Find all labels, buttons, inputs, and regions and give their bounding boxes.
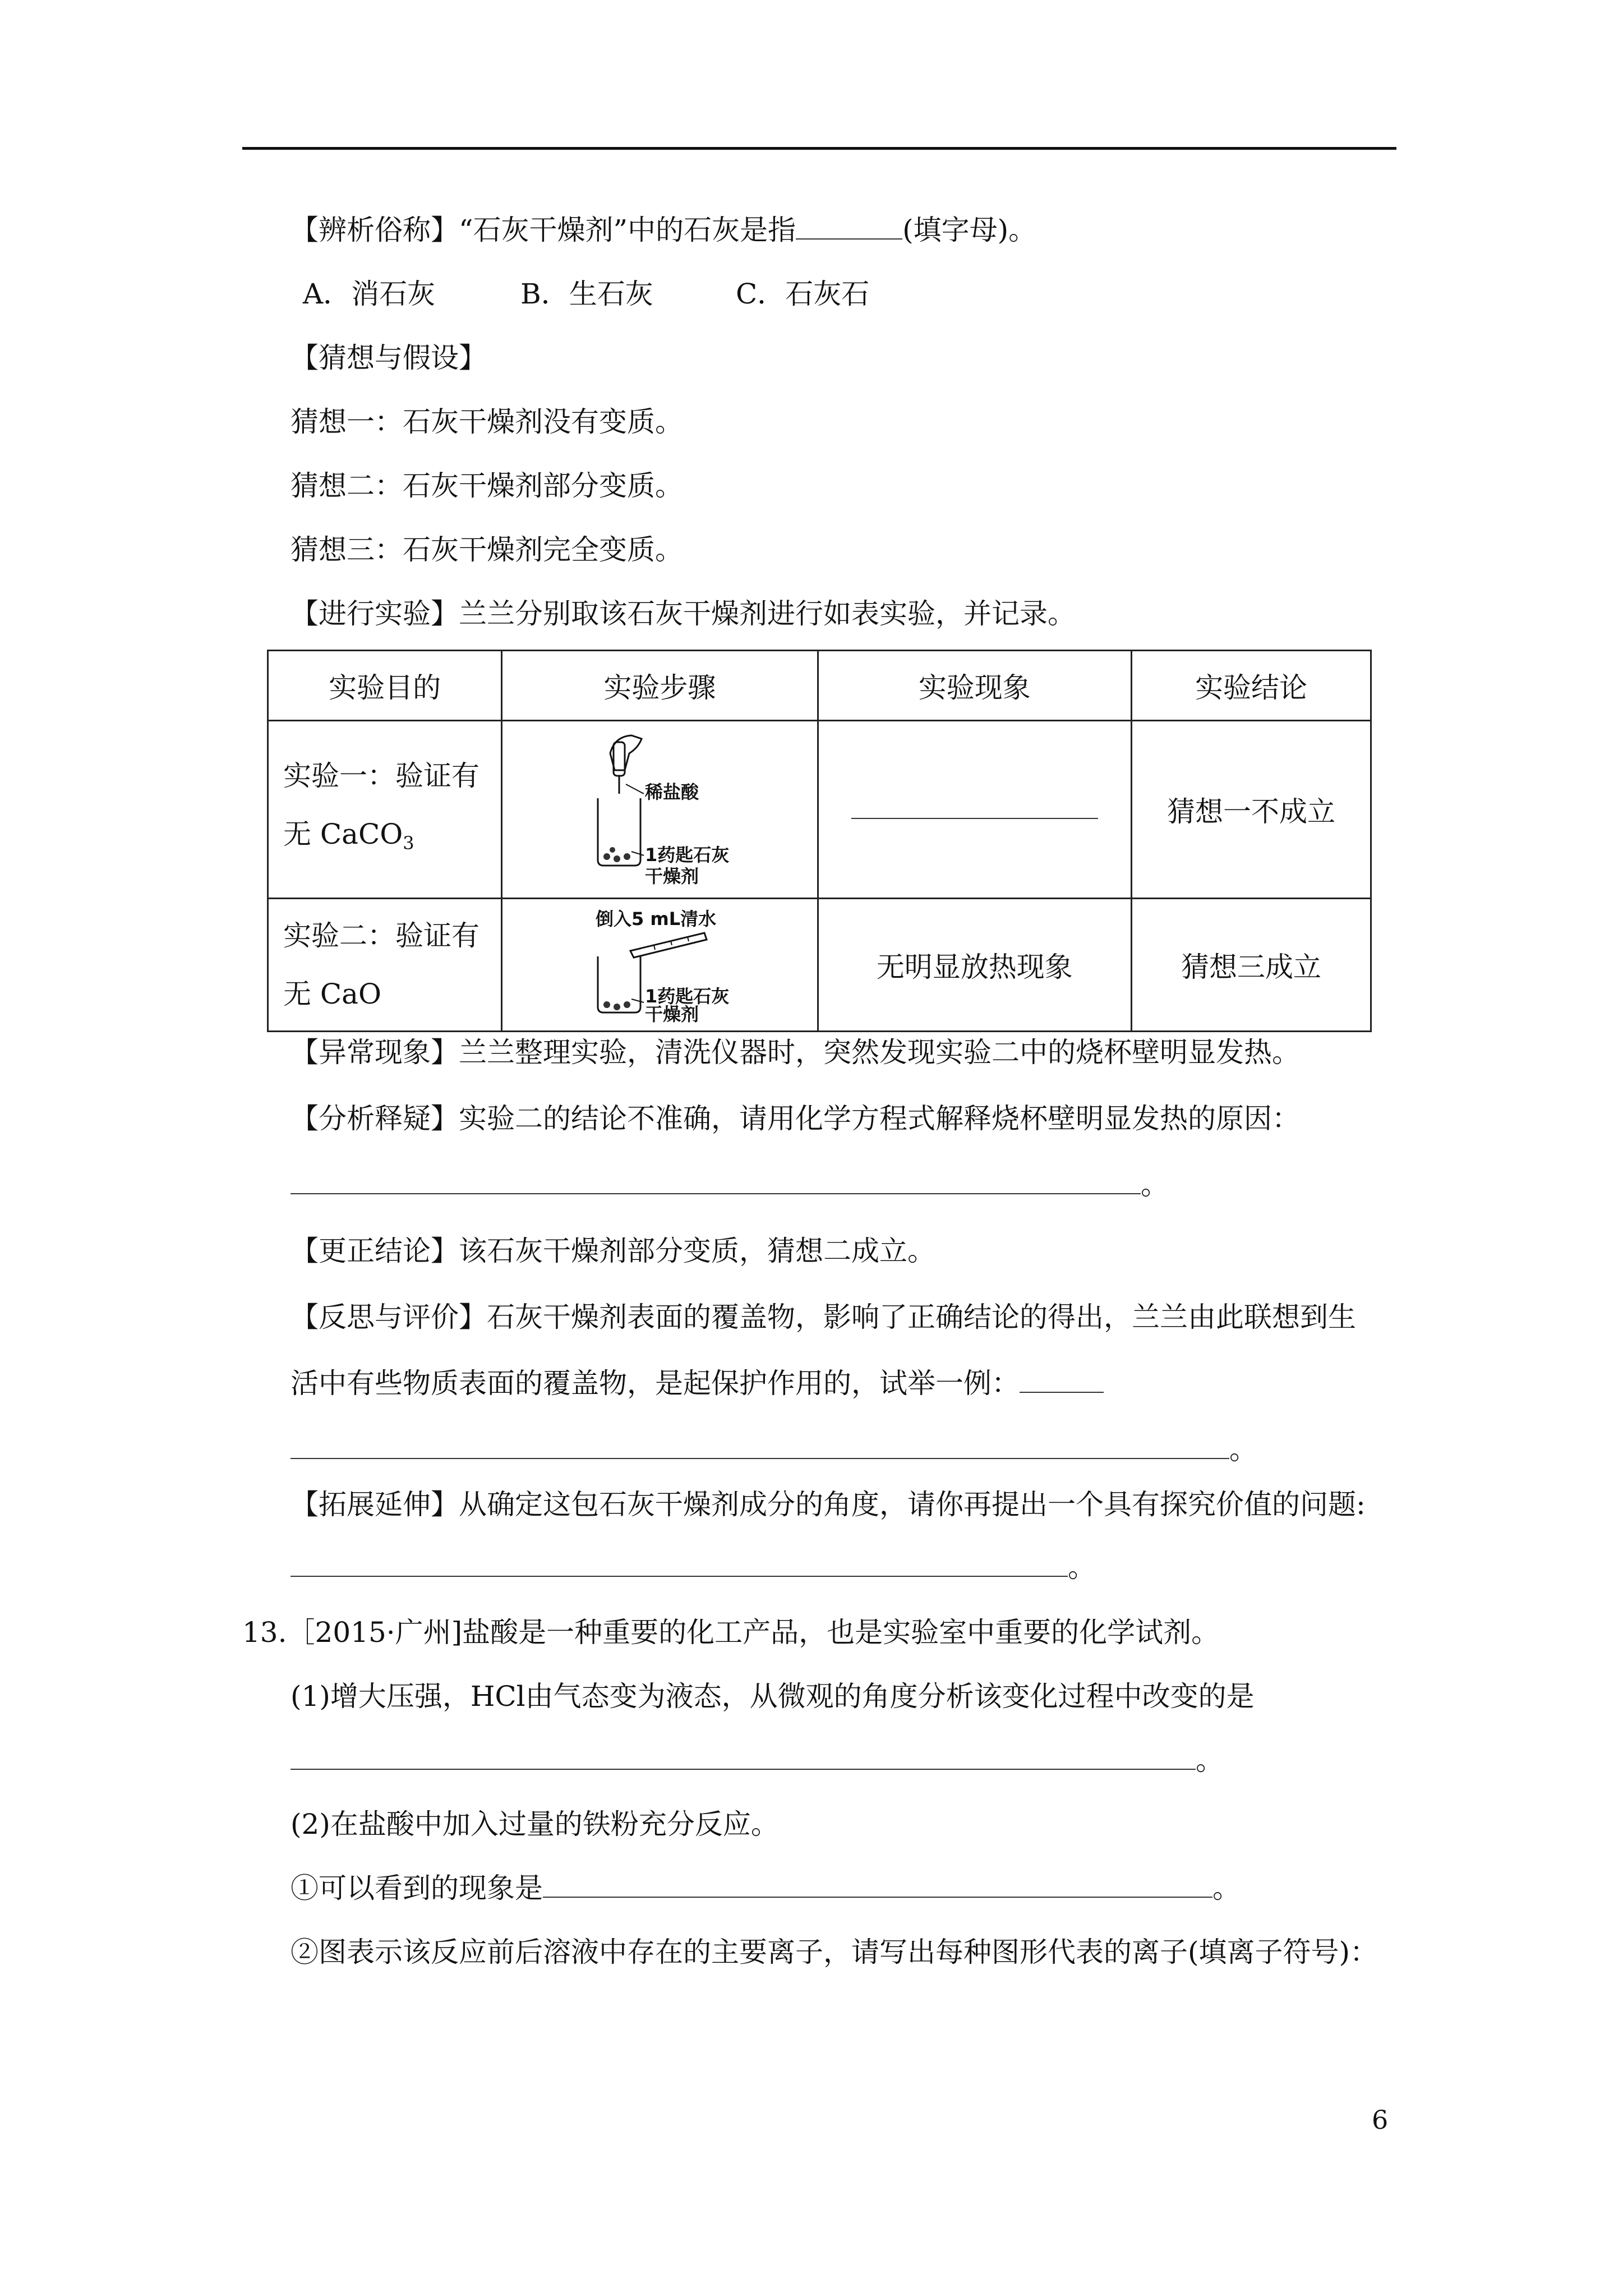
solid-particle [624,1001,630,1008]
period: 。 [1196,1744,1224,1777]
dropper-beaker-figure [575,731,744,888]
label-leader [631,852,644,855]
fansi-line2 [291,1365,1104,1401]
fig-label-acid: 稀盐酸 [645,781,699,803]
yichang-text: 【异常现象】兰兰整理实验，清洗仪器时，突然发现实验二中的烧杯壁明显发热。 [291,1036,1300,1069]
table-row [268,721,1371,899]
solid-particle [603,853,610,860]
header-steps: 实验步骤 [502,651,818,721]
row2-phenomenon: 无明显放热现象 [818,899,1132,1032]
row1-formula: 无 CaCO [283,818,403,850]
text-bianxi [291,212,1036,248]
gengzheng-text: 【更正结论】该石灰干燥剂部分变质，猜想二成立。 [291,1235,935,1267]
period: 。 [1212,1872,1241,1904]
row1-steps [502,721,818,899]
tuozhan-answer-line [291,1549,1096,1585]
option-a: A．消石灰 [303,278,436,310]
label-leader [631,999,644,1002]
fenxi-text: 【分析释疑】实验二的结论不准确，请用化学方程式解释烧杯壁明显发热的原因： [291,1102,1300,1135]
equation-blank[interactable] [291,1168,1141,1194]
solid-particle [610,847,615,853]
fig-label-desiccant: 干燥剂 [645,866,699,887]
pour-water-figure [575,906,744,1024]
micro-answer-blank[interactable] [291,1744,1196,1770]
answer-blank[interactable] [796,214,902,240]
cylinder-mark [654,945,655,950]
header-conclusion: 实验结论 [1132,651,1371,721]
solid-particle [624,853,630,860]
caixiang-2: 猜想二：石灰干燥剂部分变质。 [291,470,683,502]
solid-particle [614,1004,620,1010]
bianxi-end: (填字母)。 [902,214,1037,246]
caixiang-title: 【猜想与假设】 [291,342,487,374]
options-row [303,276,870,312]
question-blank[interactable] [291,1551,1068,1577]
fig-label-spoon: 1药匙石灰 [645,844,730,866]
fansi-text2: 活中有些物质表面的覆盖物，是起保护作用的，试举一例： [291,1367,1020,1400]
period: 。 [1141,1168,1169,1201]
bianxi-text: 【辨析俗称】“石灰干燥剂”中的石灰是指 [291,214,796,246]
phenomenon-blank[interactable] [851,793,1098,819]
q13-1-answer-line [291,1742,1224,1778]
example-blank-2[interactable] [291,1433,1229,1459]
example-blank[interactable] [1020,1367,1104,1393]
period: 。 [1229,1433,1257,1466]
row2-purpose-line2: 无 CaO [283,978,381,1010]
tuozhan-text: 【拓展延伸】从确定这包石灰干燥剂成分的角度，请你再提出一个具有探究价值的问题: [291,1488,1366,1521]
table-header-row [268,651,1371,721]
fansi-answer-line [291,1432,1257,1467]
period: 。 [1068,1551,1096,1584]
cylinder-icon [630,933,707,958]
solid-particle [614,855,620,862]
caixiang-1: 猜想一：石灰干燥剂没有变质。 [291,406,683,438]
header-rule [242,147,1396,150]
option-c: C．石灰石 [736,278,870,310]
solid-particle [603,1001,610,1008]
fenxi-answer-line [291,1167,1169,1203]
row1-purpose-line2 [283,805,501,872]
row1-subscript: 3 [403,832,414,854]
experiment-table [267,650,1372,1032]
question-13-2: (2)在盐酸中加入过量的铁粉充分反应。 [291,1808,779,1841]
option-b: B．生石灰 [520,278,653,310]
q13-2a-text: ①可以看到的现象是 [291,1872,543,1904]
question-13-2b: ②图表示该反应前后溶液中存在的主要离子，请写出每种图形代表的离子(填离子符号)： [291,1936,1378,1968]
fansi-line1: 【反思与评价】石灰干燥剂表面的覆盖物，影响了正确结论的得出，兰兰由此联想到生 [291,1301,1356,1333]
row1-conclusion: 猜想一不成立 [1132,721,1371,899]
row2-conclusion: 猜想三成立 [1132,899,1371,1032]
fig-label-desiccant: 干燥剂 [645,1004,699,1024]
question-13-1: (1)增大压强，HCl由气态变为液态，从微观的角度分析该变化过程中改变的是 [291,1680,1255,1713]
table-row [268,899,1371,1032]
row1-phenomenon [818,721,1132,899]
row2-purpose-line1: 实验二：验证有 [283,919,479,952]
question-13: 13.［2015·广州]盐酸是一种重要的化工产品，也是实验室中重要的化学试剂。 [242,1616,1220,1649]
row2-purpose [268,899,502,1032]
row1-purpose [268,721,502,899]
question-13-2a [291,1870,1241,1906]
fig-label-water: 倒入5 mL清水 [596,908,717,930]
hand-icon [610,735,642,770]
row1-purpose-line1: 实验一：验证有 [283,760,479,792]
page-number: 6 [1372,2105,1389,2135]
caixiang-3: 猜想三：石灰干燥剂完全变质。 [291,533,683,566]
fig-label-spoon: 1药匙石灰 [645,986,730,1007]
label-leader [626,784,644,794]
phenomenon-answer-blank[interactable] [543,1872,1212,1898]
header-purpose: 实验目的 [268,651,502,721]
row2-steps [502,899,818,1032]
jinxing-text: 【进行实验】兰兰分别取该石灰干燥剂进行如表实验，并记录。 [291,597,1076,630]
header-phenomenon: 实验现象 [818,651,1132,721]
